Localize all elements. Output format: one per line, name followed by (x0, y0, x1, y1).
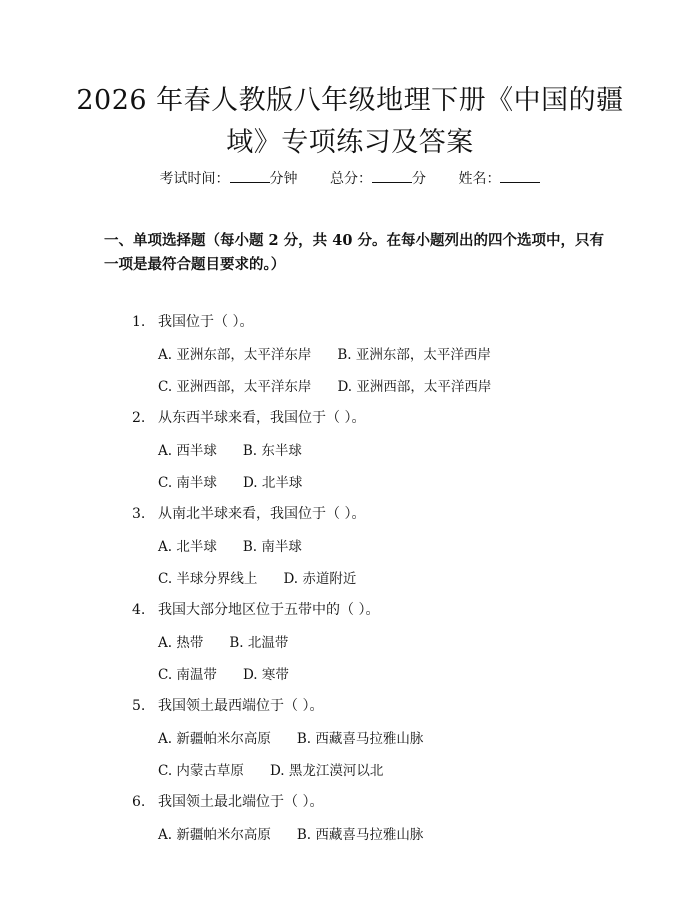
option: B. 东半球 (242, 443, 302, 459)
score-label: 总分： (330, 171, 372, 187)
option: C. 亚洲西部，太平洋东岸 (158, 379, 312, 395)
option: C. 内蒙古草原 (158, 763, 244, 779)
option-row (158, 375, 491, 395)
question-text: 我国位于（ ）。 (158, 314, 254, 330)
option: B. 西藏喜马拉雅山脉 (296, 731, 424, 747)
option: C. 半球分界线上 (158, 571, 258, 587)
option: B. 西藏喜马拉雅山脉 (296, 827, 424, 843)
question-number: 4. (132, 602, 146, 618)
option-row (158, 535, 302, 555)
title-line-1: 2026 年春人教版八年级地理下册《中国的疆 (76, 85, 624, 116)
score-unit: 分 (412, 171, 426, 187)
section-heading: 一、单项选择题（每小题 2 分，共 40 分。在每小题列出的四个选项中，只有一项是最符合题目要求的。） (104, 232, 604, 273)
option: B. 亚洲东部，太平洋西岸 (337, 347, 491, 363)
option-row (158, 631, 288, 651)
title-line-2: 域》专项练习及答案 (226, 127, 474, 158)
time-blank (230, 170, 270, 183)
document-title (60, 80, 640, 164)
question (132, 311, 253, 331)
option-row (158, 471, 302, 491)
option-row (158, 343, 491, 363)
question-number: 5. (132, 698, 146, 714)
option: D. 赤道附近 (283, 571, 357, 587)
question (132, 695, 323, 715)
score-blank (372, 170, 412, 183)
question-text: 从南北半球来看，我国位于（ ）。 (158, 506, 366, 522)
option: A. 新疆帕米尔高原 (158, 731, 271, 747)
question-text: 我国领土最西端位于（ ）。 (158, 698, 324, 714)
option: B. 北温带 (229, 635, 289, 651)
option: A. 热带 (158, 635, 204, 651)
question-number: 6. (132, 794, 146, 810)
question-text: 我国大部分地区位于五带中的（ ）。 (158, 602, 380, 618)
option: A. 亚洲东部，太平洋东岸 (158, 347, 312, 363)
option: A. 新疆帕米尔高原 (158, 827, 271, 843)
option-row (158, 567, 356, 587)
question (132, 791, 323, 811)
option: B. 南半球 (242, 539, 302, 555)
time-unit: 分钟 (269, 171, 298, 187)
option: A. 北半球 (158, 539, 217, 555)
option: D. 寒带 (242, 667, 289, 683)
question (132, 599, 379, 619)
option: D. 黑龙江漠河以北 (269, 763, 384, 779)
exam-name (458, 171, 540, 187)
option: D. 北半球 (242, 475, 303, 491)
option-row (158, 727, 423, 747)
option-row (158, 439, 302, 459)
question-number: 3. (132, 506, 146, 522)
question-text: 从东西半球来看，我国位于（ ）。 (158, 410, 366, 426)
option: C. 南温带 (158, 667, 217, 683)
option-row (158, 663, 289, 683)
option-row (158, 759, 383, 779)
option: A. 西半球 (158, 443, 217, 459)
name-blank (500, 170, 540, 183)
question-text: 我国领土最北端位于（ ）。 (158, 794, 324, 810)
time-label: 考试时间： (159, 171, 230, 187)
question-number: 2. (132, 410, 146, 426)
question (132, 503, 365, 523)
exam-info (0, 168, 700, 188)
exam-time (160, 171, 298, 187)
name-label: 姓名： (458, 171, 501, 187)
option: C. 南半球 (158, 475, 217, 491)
option-row (158, 823, 423, 843)
question (132, 407, 365, 427)
exam-score (330, 171, 426, 187)
option: D. 亚洲西部，太平洋西岸 (337, 379, 492, 395)
question-number: 1. (132, 314, 146, 330)
